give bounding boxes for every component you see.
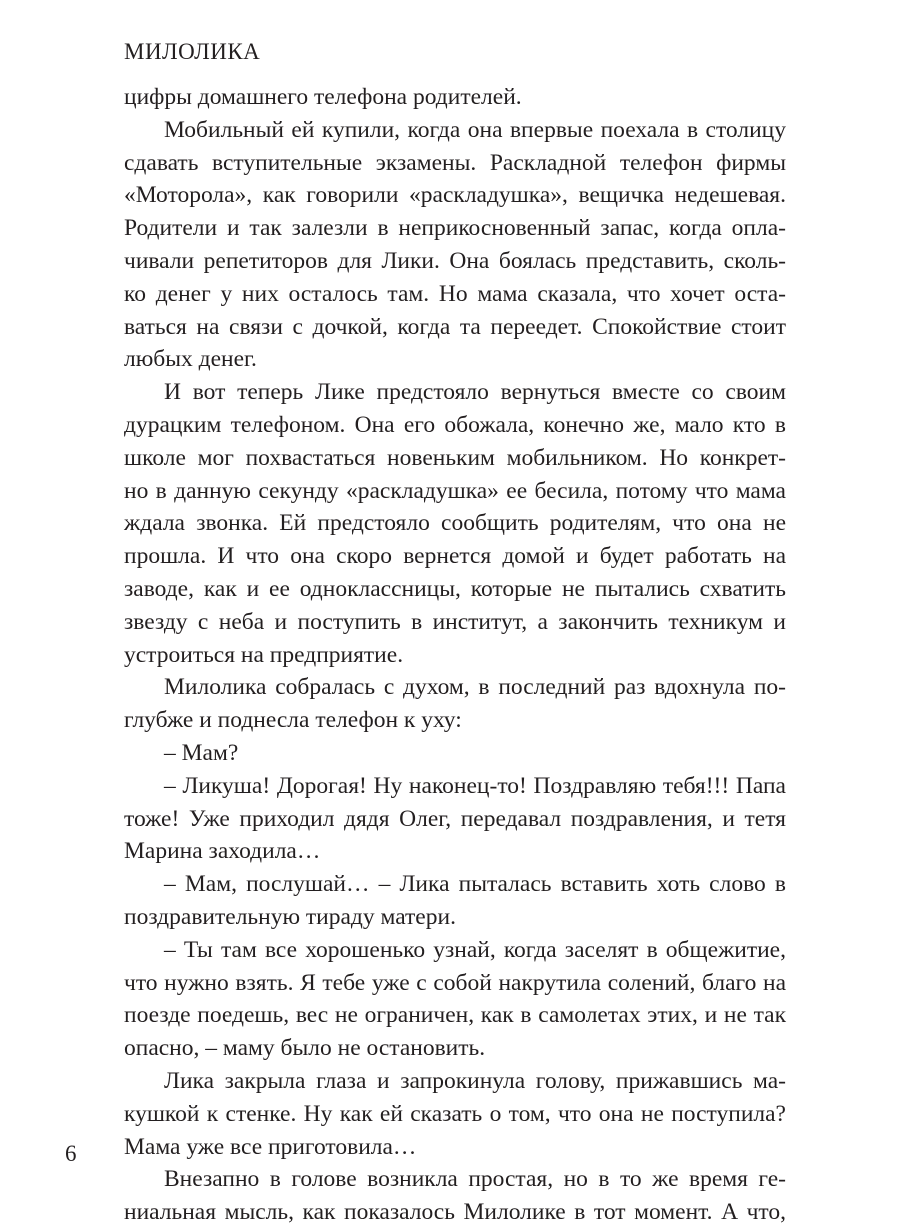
text-line: школе мог похвастаться новеньким мобильником. Но конкрет- [124,444,786,471]
text-line: поезде поедешь, вес не ограничен, как в самолетах этих, и не так [124,1002,786,1029]
text-line: чивали репетиторов для Лики. Она боялась представить, сколь- [124,247,786,274]
text-line: ваться на связи с дочкой, когда та переедет. Спокойствие стоит [124,313,786,340]
running-head: МИЛОЛИКА [124,39,261,64]
text-line: любых денег. [124,346,257,373]
text-line: устроиться на предприятие. [124,641,404,668]
text-line: ниальная мысль, как показалось Милолике в тот момент. А что, [124,1199,786,1226]
page-number: 6 [65,1141,77,1166]
text-line: тоже! Уже приходил дядя Олег, передавал поздравления, и тетя [124,805,786,832]
body-text [124,81,786,1229]
text-line: – Ликуша! Дорогая! Ну наконец-то! Поздравляю тебя!!! Папа [164,772,786,799]
text-line: кушкой к стенке. Ну как ей сказать о том, что она не поступила? [124,1100,786,1127]
text-line: поздравительную тираду матери. [124,903,456,930]
text-line: дурацким телефоном. Она его обожала, конечно же, мало кто в [124,411,786,438]
text-line: глубже и поднесла телефон к уху: [124,707,462,734]
text-line: – Мам? [164,739,239,766]
text-line: цифры домашнего телефона родителей. [124,84,522,110]
text-line: Марина заходила… [124,838,321,865]
text-line: но в данную секунду «раскладушка» ее бесила, потому что мама [124,477,786,504]
text-line: Родители и так залезли в неприкосновенный запас, когда опла- [124,215,786,242]
text-line: звезду с неба и поступить в институт, а закончить техникум и [124,608,786,635]
text-line: опасно, – маму было не остановить. [124,1035,486,1062]
text-line: Внезапно в голове возникла простая, но в то же время ге- [164,1166,786,1193]
text-line: ждала звонка. Ей предстояло сообщить родителям, что она не [124,510,786,537]
text-line: – Ты там все хорошенько узнай, когда заселят в общежитие, [164,936,786,963]
text-line: сдавать вступительные экзамены. Раскладной телефон фирмы [124,149,786,176]
text-line: Лика закрыла глаза и запрокинула голову, прижавшись ма- [164,1067,786,1094]
text-line: Мама уже все приготовила… [124,1133,417,1160]
text-line: И вот теперь Лике предстояло вернуться вместе со своим [164,379,786,406]
text-line: «Моторола», как говорили «раскладушка», вещичка недешевая. [124,182,786,209]
text-line: что нужно взять. Я тебе уже с собой накрутила солений, благо на [124,969,786,996]
text-line: заводе, как и ее одноклассницы, которые не пытались схватить [124,575,786,602]
text-line: – Мам, послушай… – Лика пыталась вставить хоть слово в [164,871,786,898]
text-line: прошла. И что она скоро вернется домой и будет работать на [124,543,786,570]
text-line: Милолика собралась с духом, в последний раз вдохнула по- [164,674,786,701]
text-line: Мобильный ей купили, когда она впервые поехала в столицу [164,116,786,143]
text-line: ко денег у них осталось там. Но мама сказала, что хочет оста- [124,280,786,307]
